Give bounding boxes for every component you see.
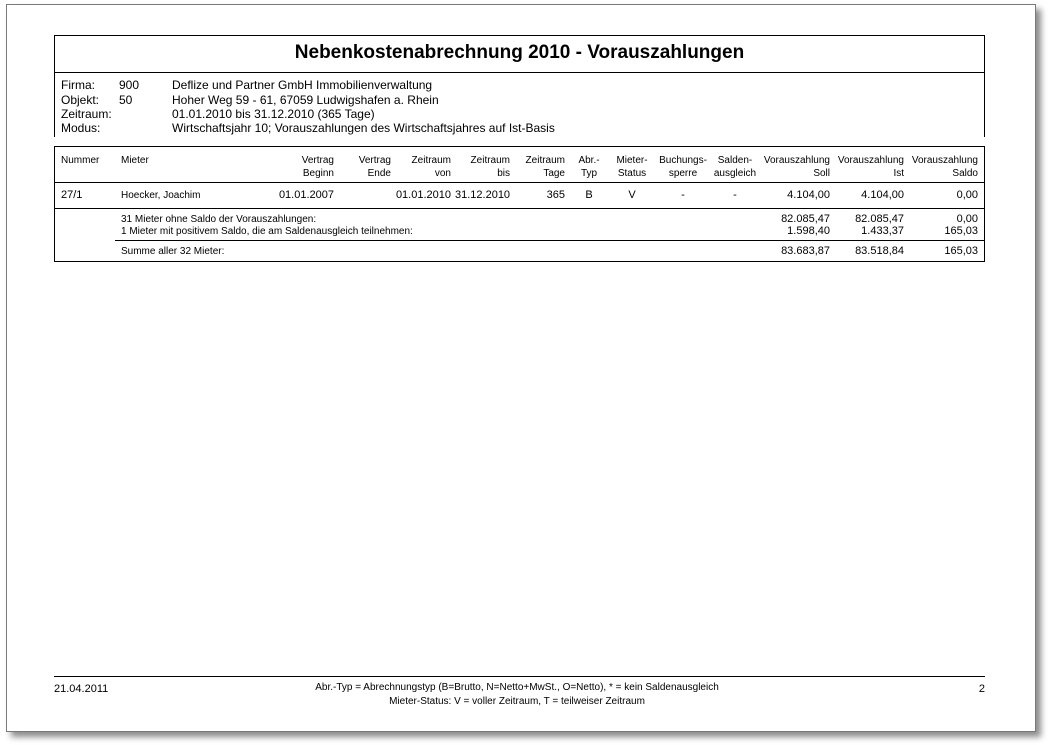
info-label-modus: Modus:: [61, 121, 101, 135]
footer-date: 21.04.2011: [54, 683, 109, 695]
title-box: [54, 35, 985, 73]
cell-saldenausgleich: -: [733, 189, 737, 201]
cell-buchungssperre: -: [681, 189, 685, 201]
col-header-vertrag-ende: Vertrag Ende: [358, 155, 391, 179]
summary-label: 1 Mieter mit positivem Saldo, die am Saldenausgleich teilnehmen:: [121, 226, 413, 237]
header-separator: [55, 182, 984, 183]
total-label: Summe aller 32 Mieter:: [121, 246, 225, 257]
info-value-firma: Deflize und Partner GmbH Immobilienverwaltung: [172, 78, 433, 92]
summary-soll: 1.598,40: [787, 225, 830, 237]
tenant-table: [54, 146, 985, 262]
summary-ist: 82.085,47: [855, 213, 904, 225]
summary-ist: 1.433,37: [861, 225, 904, 237]
info-value-modus: Wirtschaftsjahr 10; Vorauszahlungen des Wirtschaftsjahres auf Ist-Basis: [172, 121, 555, 135]
footer-separator: [54, 676, 985, 677]
col-header-buchungssperre: Buchungs- sperre: [659, 155, 707, 179]
total-separator: [115, 240, 984, 241]
col-header-vz-saldo: Vorauszahlung Saldo: [911, 155, 978, 179]
footer-legend-abr-typ: Abr.-Typ = Abrechnungstyp (B=Brutto, N=Netto+MwSt., O=Netto), * = kein Saldenausgleich: [315, 682, 719, 693]
info-label-firma: Firma:: [61, 78, 95, 92]
total-soll: 83.683,87: [781, 245, 830, 257]
cell-abr-typ: B: [585, 189, 593, 201]
cell-ist: 4.104,00: [861, 189, 904, 201]
footer-page-number: 2: [978, 683, 985, 695]
col-header-zeitraum-bis: Zeitraum bis: [470, 155, 510, 179]
info-code-firma: 900: [119, 78, 140, 92]
col-header-saldenausgleich: Salden- ausgleich: [713, 155, 757, 179]
footer-legend-status: Mieter-Status: V = voller Zeitraum, T = teilweiser Zeitraum: [389, 696, 645, 707]
info-block: [54, 72, 985, 137]
col-header-mieter: Mieter: [121, 155, 149, 166]
col-header-zeitraum-von: Zeitraum von: [411, 155, 451, 179]
summary-separator: [55, 208, 984, 209]
col-header-mieter-status: Mieter- Status: [616, 155, 648, 179]
info-value-zeitraum: 01.01.2010 bis 31.12.2010 (365 Tage): [172, 107, 375, 121]
total-ist: 83.518,84: [855, 245, 904, 257]
summary-saldo: 165,03: [944, 225, 978, 237]
cell-mieter: Hoecker, Joachim: [121, 190, 201, 201]
summary-label: 31 Mieter ohne Saldo der Vorauszahlungen:: [121, 214, 317, 225]
total-saldo: 165,03: [944, 245, 978, 257]
col-header-vz-ist: Vorauszahlung Ist: [837, 155, 904, 179]
cell-tage: 365: [546, 189, 565, 201]
col-header-zeitraum-tage: Zeitraum Tage: [525, 155, 565, 179]
info-label-objekt: Objekt:: [61, 93, 100, 107]
cell-zeitraum-bis: 31.12.2010: [455, 189, 511, 201]
col-header-vz-soll: Vorauszahlung Soll: [763, 155, 830, 179]
info-label-zeitraum: Zeitraum:: [61, 107, 112, 121]
report-title: Nebenkostenabrechnung 2010 - Vorauszahlungen: [294, 42, 745, 63]
cell-saldo: 0,00: [956, 189, 978, 201]
cell-nummer: 27/1: [61, 189, 83, 201]
info-code-objekt: 50: [119, 93, 133, 107]
col-header-vertrag-beginn: Vertrag Beginn: [301, 155, 334, 179]
cell-zeitraum-von: 01.01.2010: [395, 189, 451, 201]
col-header-abr-typ: Abr.- Typ: [578, 155, 600, 179]
cell-vertrag-beginn: 01.01.2007: [278, 189, 334, 201]
cell-soll: 4.104,00: [787, 189, 830, 201]
col-header-nummer: Nummer: [61, 155, 100, 166]
info-value-objekt: Hoher Weg 59 - 61, 67059 Ludwigshafen a. Rhein: [172, 93, 439, 107]
summary-soll: 82.085,47: [781, 213, 830, 225]
summary-saldo: 0,00: [956, 213, 978, 225]
report-page: [6, 4, 1036, 732]
cell-status: V: [628, 189, 636, 201]
